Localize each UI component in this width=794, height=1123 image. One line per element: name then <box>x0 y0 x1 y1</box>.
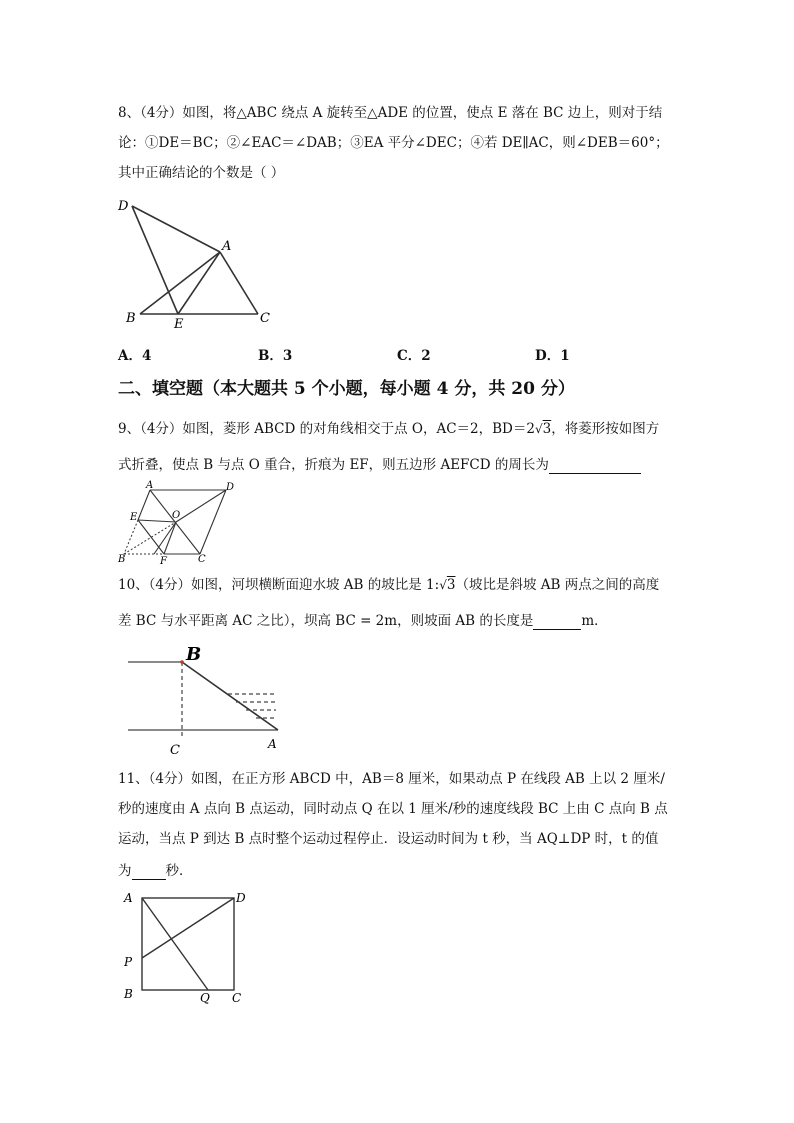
q11-answer-blank[interactable] <box>132 865 166 880</box>
q11-label-a: A <box>124 891 133 905</box>
q8-choice-b[interactable]: B．3 <box>258 348 293 364</box>
q10-figure <box>124 640 286 760</box>
q8-line-1: 8、（4分）如图，将△ABC 绕点 A 旋转至△ADE 的位置，使点 E 落在 BC 边上，则对于结 <box>118 105 663 121</box>
q8-label-e: E <box>174 317 184 332</box>
q10-line-1: 10、（4分）如图，河坝横断面迎水坡 AB 的坡比是 1:√3（坡比是斜坡 AB 两点之间的高度 <box>118 577 660 593</box>
q11-line-4-pre: 为 <box>118 863 132 879</box>
q8-label-a: A <box>222 239 232 254</box>
q9-line-1-post: ，将菱形按如图方 <box>551 421 660 437</box>
q10-label-c: C <box>170 743 180 758</box>
q11-line-3: 运动，当点 P 到达 B 点时整个运动过程停止．设运动时间为 t 秒，当 AQ⊥DP 时，t 的值 <box>118 831 659 847</box>
q10-line-2 <box>118 612 678 630</box>
q10-point-b <box>180 660 184 664</box>
q10-line-1-post: （坡比是斜坡 AB 两点之间的高度 <box>455 577 660 593</box>
q9-label-c: C <box>198 554 206 565</box>
q11-label-d: D <box>236 891 246 905</box>
q10-label-b: B <box>186 644 202 665</box>
q9-label-d: D <box>226 482 235 493</box>
q8-label-d: D <box>118 199 129 214</box>
q10-label-a: A <box>268 737 277 751</box>
q9-label-f: F <box>160 556 167 567</box>
q11-figure <box>118 888 258 1012</box>
q9-sqrt-number: 3 <box>542 421 552 437</box>
q8-line-2: 论：①DE＝BC；②∠EAC＝∠DAB；③EA 平分∠DEC；④若 DE∥AC，则∠DEB＝60°； <box>118 135 669 151</box>
q8-label-c: C <box>260 311 270 326</box>
q11-label-c: C <box>232 991 242 1005</box>
q10-answer-blank[interactable] <box>533 615 581 630</box>
q8-figure <box>112 192 282 332</box>
q9-line-1: 9、（4分）如图，菱形 ABCD 的对角线相交于点 O，AC＝2，BD＝2√3，将菱形按如图方 <box>118 421 660 437</box>
q9-label-b: B <box>118 554 126 565</box>
q8-choice-c[interactable]: C．2 <box>397 348 431 364</box>
q10-line-1-pre: 10、（4分）如图，河坝横断面迎水坡 AB 的坡比是 1: <box>118 577 440 593</box>
q9-line-2 <box>118 456 678 474</box>
q11-line-4-post: 秒． <box>165 863 193 879</box>
q9-label-e: E <box>130 512 138 523</box>
q11-label-q: Q <box>200 991 210 1005</box>
q8-choice-d[interactable]: D．1 <box>535 348 570 364</box>
q8-label-b: B <box>126 311 136 326</box>
q11-line-2: 秒的速度由 A 点向 B 点运动，同时动点 Q 在以 1 厘米/秒的速度线段 BC 上由 C 点向 B 点 <box>118 801 668 817</box>
q9-label-a: A <box>146 480 154 491</box>
q11-line-1: 11、（4分）如图，在正方形 ABCD 中，AB＝8 厘米，如果动点 P 在线段 AB 上以 2 厘米/ <box>118 771 665 787</box>
q9-line-1-pre: 9、（4分）如图，菱形 ABCD 的对角线相交于点 O，AC＝2，BD＝2 <box>118 421 535 437</box>
q10-line-2-post: m． <box>581 613 608 629</box>
q9-line-2-text: 式折叠，使点 B 与点 O 重合，折痕为 EF，则五边形 AEFCD 的周长为 <box>118 457 549 473</box>
q10-line-2-pre: 差 BC 与水平距离 AC 之比），坝高 BC = 2m，则坡面 AB 的长度是 <box>118 613 534 629</box>
q11-label-b: B <box>124 987 133 1001</box>
q10-sqrt-number: 3 <box>446 577 456 593</box>
q8-choice-a[interactable]: A．4 <box>118 348 152 364</box>
q9-label-o: O <box>172 510 181 521</box>
q9-answer-blank[interactable] <box>549 459 641 474</box>
q9-figure <box>116 478 246 568</box>
q8-line-3: 其中正确结论的个数是（ ） <box>118 165 285 181</box>
q11-label-p: P <box>124 955 133 969</box>
q11-line-4 <box>118 862 678 880</box>
section-2-title: 二、填空题（本大题共 5 个小题，每小题 4 分，共 20 分） <box>118 379 575 399</box>
